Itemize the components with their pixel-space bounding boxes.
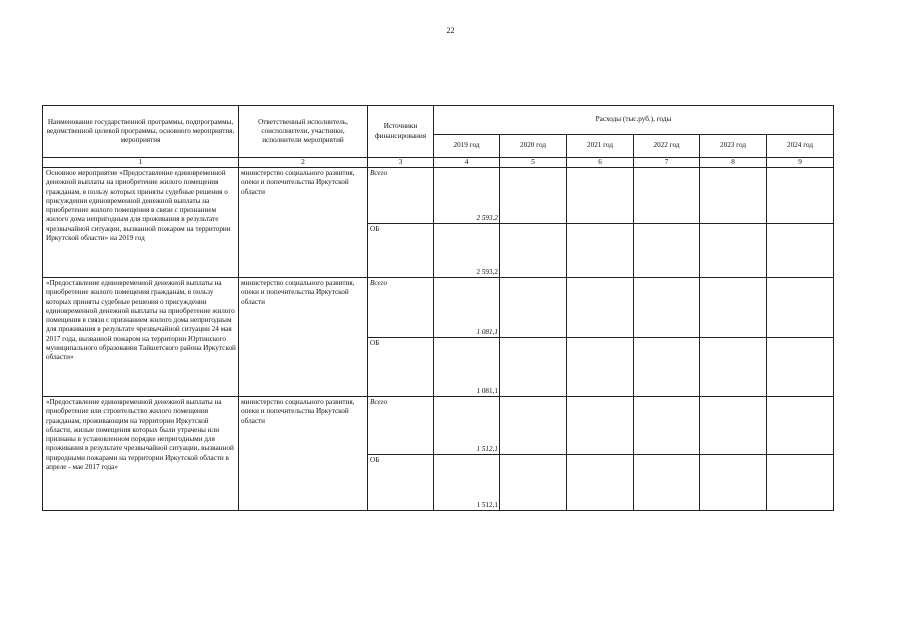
column-number: 3 <box>368 158 434 168</box>
header-sources: Источники финансирования <box>368 106 434 158</box>
column-number: 8 <box>700 158 767 168</box>
empty-cell <box>634 338 700 397</box>
source-ob-label: ОБ <box>368 455 434 511</box>
empty-cell <box>700 338 767 397</box>
empty-cell <box>767 224 834 278</box>
empty-cell <box>634 455 700 511</box>
page-number: 22 <box>446 26 455 35</box>
empty-cell <box>567 338 634 397</box>
empty-cell <box>500 455 567 511</box>
table-row <box>43 397 834 455</box>
source-ob-label: ОБ <box>368 338 434 397</box>
activity-name: Основное мероприятие «Предоставление единовременной денежной выплаты на приобретение жилого помещения гражданам, в пользу которых приняты судебные решения о присуждении единовременной денежной выплаты на приобретение жилого помещения в связи с признанием жилого дома непригодным для проживания в результате чрезвычайной ситуации, вызванной пожаром на территории Иркутской области» на 2019 год <box>43 168 239 278</box>
empty-cell <box>767 278 834 338</box>
column-numbers-row <box>43 158 834 168</box>
column-number: 7 <box>634 158 700 168</box>
empty-cell <box>500 168 567 224</box>
empty-cell <box>700 168 767 224</box>
empty-cell <box>634 397 700 455</box>
empty-cell <box>700 455 767 511</box>
source-total-label: Всего <box>368 278 434 338</box>
source-ob-label: ОБ <box>368 224 434 278</box>
table-row <box>43 278 834 338</box>
header-year-2019: 2019 год <box>434 135 500 158</box>
empty-cell <box>634 224 700 278</box>
total-2019: 1 081,1 <box>434 278 500 338</box>
empty-cell <box>500 224 567 278</box>
header-responsible: Ответственный исполнитель, соисполнители, участники, исполнители мероприятий <box>239 106 368 158</box>
source-total-label: Всего <box>368 397 434 455</box>
ob-2019: 1 081,1 <box>434 338 500 397</box>
empty-cell <box>567 168 634 224</box>
empty-cell <box>634 168 700 224</box>
total-2019: 1 512,1 <box>434 397 500 455</box>
empty-cell <box>567 224 634 278</box>
empty-cell <box>500 338 567 397</box>
activity-name: «Предоставление единовременной денежной выплаты на приобретение или строительство жилого помещения гражданам, проживающим на территории Иркутской области, жилые помещения которых были утрачены или признаны в установленном порядке непригодными для проживания в результате чрезвычайной ситуации, вызванной природными пожарами на территории Иркутской области в апреле - мае 2017 года» <box>43 397 239 511</box>
source-total-label: Всего <box>368 168 434 224</box>
empty-cell <box>767 455 834 511</box>
header-year-2022: 2022 год <box>634 135 700 158</box>
empty-cell <box>700 224 767 278</box>
ob-2019: 2 593,2 <box>434 224 500 278</box>
empty-cell <box>767 168 834 224</box>
responsible-executor: министерство социального развития, опеки и попечительства Иркутской области <box>239 278 368 397</box>
empty-cell <box>500 278 567 338</box>
column-number: 1 <box>43 158 239 168</box>
header-expenses: Расходы (тыс.руб.), годы <box>434 106 834 135</box>
empty-cell <box>767 338 834 397</box>
column-number: 6 <box>567 158 634 168</box>
empty-cell <box>634 278 700 338</box>
table-row <box>43 168 834 224</box>
header-year-2021: 2021 год <box>567 135 634 158</box>
responsible-executor: министерство социального развития, опеки и попечительства Иркутской области <box>239 397 368 511</box>
budget-table <box>42 105 834 511</box>
column-number: 5 <box>500 158 567 168</box>
column-number: 9 <box>767 158 834 168</box>
header-year-2024: 2024 год <box>767 135 834 158</box>
empty-cell <box>567 278 634 338</box>
column-number: 2 <box>239 158 368 168</box>
header-year-2020: 2020 год <box>500 135 567 158</box>
empty-cell <box>567 455 634 511</box>
column-number: 4 <box>434 158 500 168</box>
activity-name: «Предоставление единовременной денежной выплаты на приобретение жилого помещения гражданам, в пользу которых приняты судебные решения о присуждении единовременной денежной выплаты на приобретение жилого помещения в связи с признанием жилого дома непригодным для проживания в результате чрезвычайной ситуации 24 мая 2017 года, вызванной пожаром на территории Юртинского муниципального образования Тайшетского района Иркутской области» <box>43 278 239 397</box>
header-name: Наименование государственной программы, подпрограммы, ведомственной целевой программы, основного мероприятия, мероприятия <box>43 106 239 158</box>
ob-2019: 1 512,1 <box>434 455 500 511</box>
empty-cell <box>567 397 634 455</box>
empty-cell <box>500 397 567 455</box>
empty-cell <box>700 278 767 338</box>
empty-cell <box>767 397 834 455</box>
total-2019: 2 593,2 <box>434 168 500 224</box>
responsible-executor: министерство социального развития, опеки и попечительства Иркутской области <box>239 168 368 278</box>
empty-cell <box>700 397 767 455</box>
header-year-2023: 2023 год <box>700 135 767 158</box>
